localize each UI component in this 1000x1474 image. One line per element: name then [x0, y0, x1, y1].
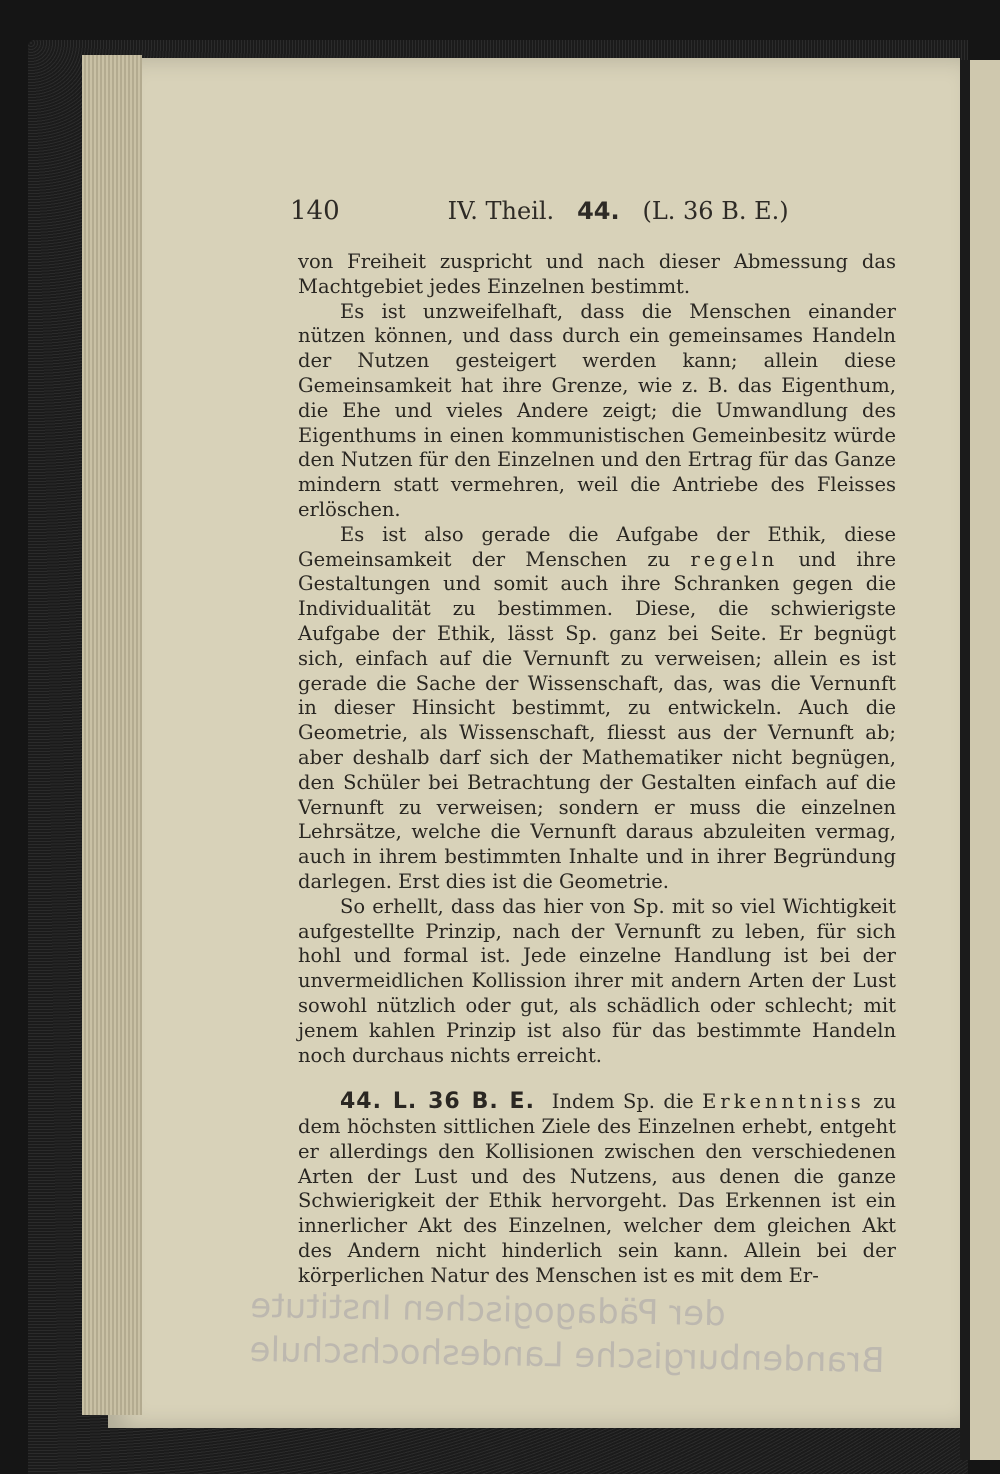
header-reference: (L. 36 B. E.) [642, 197, 789, 225]
stamp-line-1: der Pädagogischen Institute [250, 1285, 727, 1335]
paragraph-2: Es ist unzweifelhaft, dass die Menschen einander nützen können, und dass durch ein gemeinsames Handeln der Nutzen gesteigert werden kann; allein diese Gemeinsamkeit hat ihre Grenze, wie z. B. das Eigenthum, die Ehe und vieles Andere zeigt; die Umwandlung des Eigenthums in einen kommunistischen Gemeinbesitz würde den Nutzen für den Einzelnen und den Ertrag für das Ganze mindern statt vermehren, weil die Antriebe des Fleisses erlöschen. [298, 299, 896, 521]
section-44-heading: 44. L. 36 B. E. [340, 1089, 535, 1115]
body-text [298, 250, 896, 1289]
paragraph-1: von Freiheit zuspricht und nach dieser Abmessung das Machtgebiet jedes Einzelnen bestimmt. [298, 250, 896, 298]
paragraph-4: So erhellt, dass das hier von Sp. mit so viel Wichtigkeit aufgestellte Prinzip, nach der Vernunft zu leben, für sich hohl und formal ist. Jede einzelne Handlung ist bei der unvermeidlichen Kollission ihrer mit andern Arten der Lust sowohl nützlich oder gut, als schädlich oder schlecht; mit jenem kahlen Prinzip ist also für das bestimmte Handeln noch durchaus nichts erreicht. [298, 894, 896, 1067]
emphasis-regeln: regeln [690, 547, 779, 571]
header-part: IV. Theil. [447, 197, 555, 225]
paragraph-3-end: und ihre Gestaltungen und somit auch ihre Schranken gegen die Individualität zu bestimmen. Diese, die schwierigste Aufgabe der Ethik, lässt Sp. ganz bei Seite. Er begnügt sich, einfach auf die Vernunft zu verweisen; allein es ist gerade die Sache der Wissenschaft, das, was die Vernunft in dieser Hinsicht bestimmt, zu entwickeln. Auch die Geometrie, als Wissenschaft, fliesst aus der Vernunft ab; aber deshalb darf sich der Mathematiker nicht begnügen, den Schüler bei Betrachtung der Gestalten einfach auf die Vernunft zu verweisen; sondern er muss die einzelnen Lehrsätze, welche die Vernunft daraus abzuleiten vermag, auch in ihrem bestimmten Inhalte und in ihrer Begründung darlegen. Erst dies ist die Geometrie. [298, 547, 897, 893]
stamp-line-2: Brandenburgische Landeshochschule [249, 1329, 885, 1381]
library-stamp [249, 1284, 950, 1384]
page-block-edge [82, 55, 142, 1415]
paragraph-3-start: Es ist also gerade die Aufgabe der Ethik, diese Gemeinsamkeit der Menschen zu [298, 522, 896, 571]
section-44-start: Indem Sp. die [551, 1090, 703, 1114]
emphasis-erkenntniss: Erkenntniss [702, 1090, 865, 1114]
header-section: 44. [577, 197, 620, 225]
section-44-end: zu dem höchsten sittlichen Ziele des Einzelnen erhebt, entgeht er allerdings den Kollisionen zwischen den verschiedenen Arten der Lust und des Nutzens, aus denen die ganze Schwierigkeit der Ethik hervorgeht. Das Erkennen ist ein innerlicher Akt des Einzelnen, welcher dem gleichen Akt des Andern nicht hinderlich sein kann. Allein bei der körperlichen Natur des Menschen ist es mit dem Er- [298, 1090, 897, 1287]
running-header [290, 196, 910, 226]
section-gap [298, 1068, 896, 1090]
page-number: 140 [290, 196, 340, 226]
facing-page-edge [960, 60, 1000, 1460]
section-44-paragraph [298, 1090, 896, 1288]
paragraph-3 [298, 523, 896, 895]
